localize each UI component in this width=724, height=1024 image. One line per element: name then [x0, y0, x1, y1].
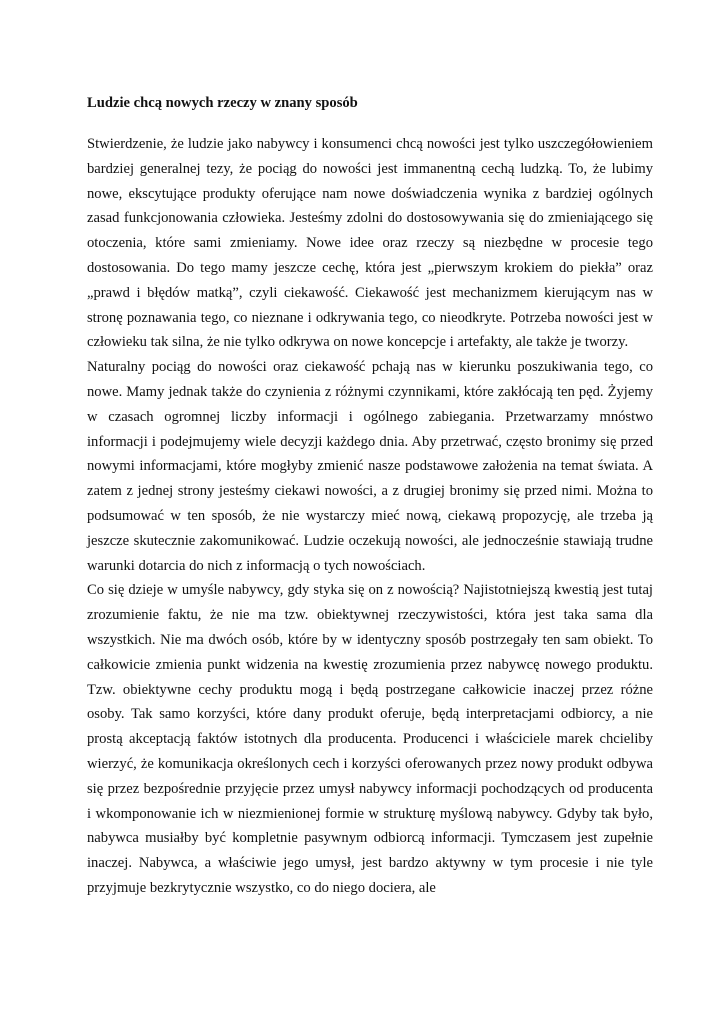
document-page — [87, 94, 653, 901]
paragraph-2: Naturalny pociąg do nowości oraz ciekawość pchają nas w kierunku poszukiwania tego, co nowe. Mamy jednak także do czynienia z różnymi czynnikami, które zakłócają ten pęd. Żyjemy w czasach ogromnej liczby informacji i ogólnego zabiegania. Przetwarzamy mnóstwo informacji i podejmujemy wiele decyzji każdego dnia. Aby przetrwać, często bronimy się przed nowymi informacjami, które mogłyby zmienić nasze podstawowe założenia na temat świata. A zatem z jednej strony jesteśmy ciekawi nowości, a z drugiej bronimy się przed nimi. Można to podsumować w ten sposób, że nie wystarczy mieć nową, ciekawą propozycję, ale trzeba ją jeszcze skutecznie zakomunikować. Ludzie oczekują nowości, ale jednocześnie stawiają trudne warunki dotarcia do nich z informacją o tych nowościach. — [87, 359, 653, 574]
document-title: Ludzie chcą nowych rzeczy w znany sposób — [87, 95, 358, 111]
paragraph-1: Stwierdzenie, że ludzie jako nabywcy i konsumenci chcą nowości jest tylko uszczegółowieniem bardziej generalnej tezy, że pociąg do nowości jest immanentną cechą ludzką. To, że lubimy nowe, ekscytujące produkty oferujące nam nowe doświadczenia wynika z bardziej ogólnych zasad funkcjonowania człowieka. Jesteśmy zdolni do dostosowywania się do zmieniającego się otoczenia, które sami zmieniamy. Nowe idee oraz rzeczy są niezbędne w procesie tego dostosowania. Do tego mamy jeszcze cechę, która jest „pierwszym krokiem do piekła” oraz „prawd i błędów matką”, czyli ciekawość. Ciekawość jest mechanizmem kierującym nas w stronę poznawania tego, co nieznane i odkrywania tego, co nieodkryte. Potrzeba nowości jest w człowieku tak silna, że nie tylko odkrywa on nowe koncepcje i artefakty, ale także je tworzy. — [87, 136, 653, 351]
paragraph-3: Co się dzieje w umyśle nabywcy, gdy styka się on z nowością? Najistotniejszą kwestią jest tutaj zrozumienie faktu, że nie ma tzw. obiektywnej rzeczywistości, która jest taka sama dla wszystkich. Nie ma dwóch osób, które by w identyczny sposób postrzegały ten sam obiekt. To całkowicie zmienia punkt widzenia na kwestię zrozumienia przez nabywcę nowego produktu. Tzw. obiektywne cechy produktu mogą i będą postrzegane całkowicie inaczej przez różne osoby. Tak samo korzyści, które dany produkt oferuje, będą interpretacjami odbiorcy, a nie prostą akceptacją faktów istotnych dla producenta. Producenci i właściciele marek chcieliby wierzyć, że komunikacja określonych cech i korzyści oferowanych przez nowy produkt odbywa się przez bezpośrednie przyjęcie przez umysł nabywcy informacji pochodzących od producenta i wkomponowanie ich w niezmienionej formie w strukturę myślową nabywcy. Gdyby tak było, nabywca musiałby być kompletnie pasywnym odbiorcą informacji. Tymczasem jest zupełnie inaczej. Nabywca, a właściwie jego umysł, jest bardzo aktywny w tym procesie i nie tyle przyjmuje bezkrytycznie wszystko, co do niego dociera, ale — [87, 582, 653, 896]
